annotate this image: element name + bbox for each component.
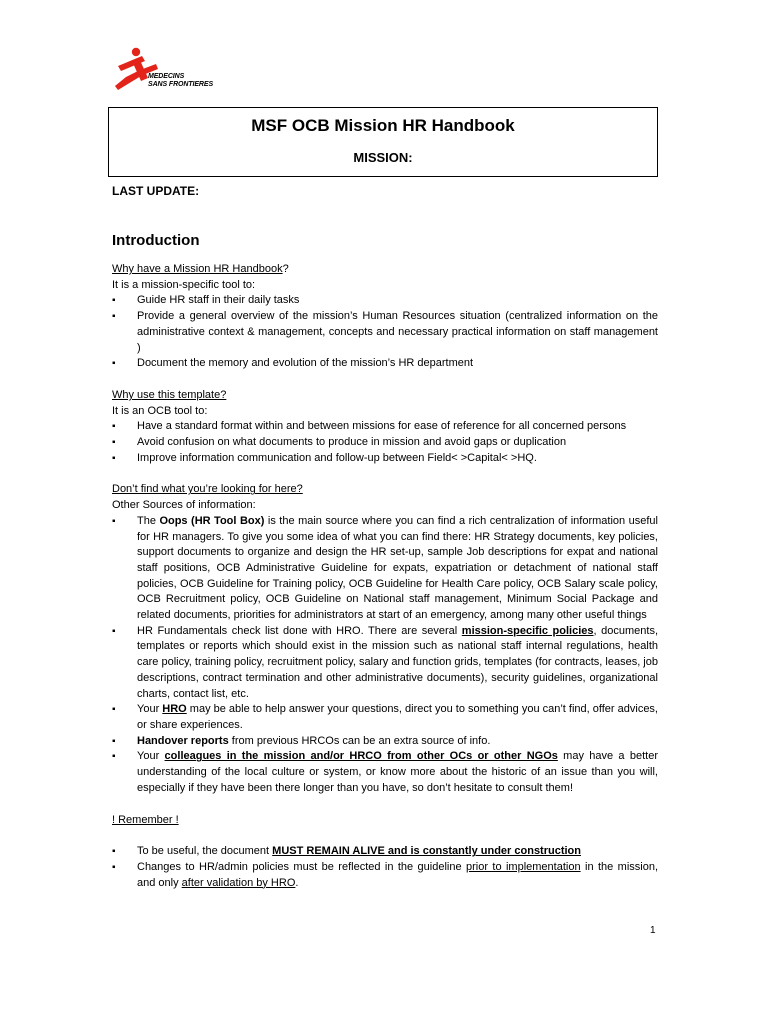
section4-list — [112, 844, 658, 891]
list-item: ▪ Provide a general overview of the mission’s Human Resources situation (centralized information on the administrative context & management, concepts and necessary practical information on staff management ) — [112, 309, 658, 356]
section1-lead: It is a mission-specific tool to: — [112, 278, 256, 291]
list-item: ▪ Document the memory and evolution of the mission’s HR department — [112, 356, 658, 372]
list-item: ▪ HR Fundamentals check list done with HRO. There are several mission-specific policies, documents, templates or reports which should exist in the mission such as national staff internal regulations, health care policy, training policy, recruitment policy, salary and function grids, templates (for contracts, leases, job descriptions, contract termination and other administrative documents), security guidelines, organizational charts, contact list, etc. — [112, 624, 658, 703]
section1-heading: Why have a Mission HR Handbook? — [112, 263, 289, 275]
list-item: ▪ Your HRO may be able to help answer your questions, direct you to something you can’t find, offer advices, or share experiences. — [112, 702, 658, 733]
section2-list — [112, 419, 658, 466]
list-item: ▪ Have a standard format within and between missions for ease of reference for all concerned persons — [112, 419, 658, 435]
last-update-label: LAST UPDATE: — [112, 184, 200, 198]
document-title: MSF OCB Mission HR Handbook — [251, 116, 515, 135]
section2-lead: It is an OCB tool to: — [112, 404, 208, 417]
section3-list — [112, 514, 658, 797]
list-item: ▪ Improve information communication and follow-up between Field< >Capital< >HQ. — [112, 451, 658, 467]
list-item: ▪ Your colleagues in the mission and/or HRCO from other OCs or other NGOs may have a better understanding of the local culture or system, or know more about the historic of an issue than you will, especially if they have been there longer than you have, so don’t hesitate to consult them! — [112, 749, 658, 796]
list-item: ▪ Changes to HR/admin policies must be reflected in the guideline prior to implementation in the mission, and only after validation by HRO. — [112, 860, 658, 891]
page-number: 1 — [650, 925, 656, 936]
list-item: ▪ The Oops (HR Tool Box) is the main source where you can find a rich centralization of information useful for HR managers. To give you some idea of what you can find there: HR Strategy documents, key policies, support documents to organize and design the HR set-up, sample Job descriptions for expat and national staff positions, OCB Administrative Guideline for expats, expatriation or detachment of national staff policies, OCB Guideline for Training policy, OCB Guideline for Health Care policy, OCB Salary scale policy, OCB Recruitment policy, OCB Guideline on National staff management, Minimum Social Package and related documents, priorities for administrators at start of an emergency, among many other useful things — [112, 514, 658, 624]
section1-list — [112, 293, 658, 372]
mission-label: MISSION: — [353, 150, 413, 165]
logo-text — [148, 73, 213, 89]
list-item: ▪ Guide HR staff in their daily tasks — [112, 293, 658, 309]
title-box — [108, 107, 658, 177]
logo-line1: MEDECINS — [148, 73, 185, 80]
list-item: ▪ To be useful, the document MUST REMAIN ALIVE and is constantly under construction — [112, 844, 658, 860]
section2-heading: Why use this template? — [112, 388, 227, 401]
document-body — [112, 262, 658, 891]
logo-line2: SANS FRONTIERES — [148, 81, 214, 88]
list-item: ▪ Avoid confusion on what documents to produce in mission and avoid gaps or duplication — [112, 435, 658, 451]
list-item: ▪ Handover reports from previous HRCOs can be an extra source of info. — [112, 734, 658, 750]
introduction-heading: Introduction — [112, 232, 200, 249]
section4-heading: ! Remember ! — [112, 813, 179, 826]
last-update — [112, 184, 199, 198]
section3-heading: Don’t find what you’re looking for here? — [112, 483, 303, 496]
section3-lead: Other Sources of information: — [112, 499, 256, 512]
